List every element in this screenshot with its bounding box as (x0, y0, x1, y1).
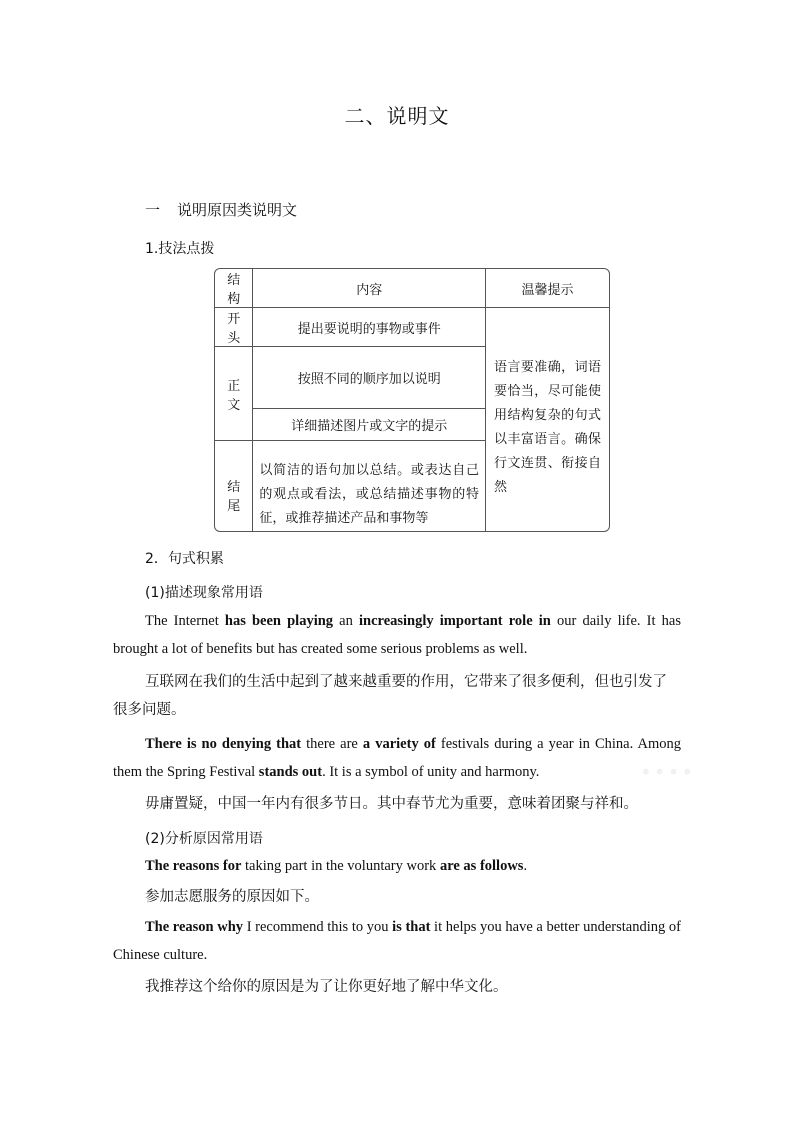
subheading-techniques: 1.技法点拨 (145, 241, 215, 257)
section-heading (145, 199, 297, 220)
subheading-reasons: (2)分析原因常用语 (145, 831, 263, 847)
translation-3: 参加志愿服务的原因如下。 (145, 889, 319, 905)
table-row-label: 结尾 (215, 441, 253, 533)
section-number: 一 (145, 201, 161, 219)
example-sentence-4: The reason why I recommend this to you is that it helps you have a better understanding of Chinese culture. (113, 919, 681, 963)
subheading-phenomenon: (1)描述现象常用语 (145, 585, 263, 601)
table-row-label: 开头 (215, 308, 253, 347)
table-cell-content: 提出要说明的事物或事件 (253, 308, 486, 347)
example-sentence-3: The reasons for taking part in the voluntary work are as follows. (145, 858, 528, 874)
translation-2: 毋庸置疑，中国一年内有很多节日。其中春节尤为重要，意味着团聚与祥和。 (145, 796, 638, 812)
section-title: 说明原因类说明文 (177, 201, 298, 219)
structure-table (214, 268, 610, 532)
translation-4: 我推荐这个给你的原因是为了让你更好地了解中华文化。 (145, 979, 508, 995)
table-row-label: 正文 (215, 347, 253, 441)
watermark: •••• (640, 760, 696, 784)
table-cell-tip: 语言要准确，词语要恰当，尽可能使用结构复杂的句式以丰富语言。确保行文连贯、衔接自然 (486, 308, 609, 533)
translation-1: 互联网在我们的生活中起到了越来越重要的作用，它带来了很多便利，但也引发了很多问题。 (113, 674, 667, 718)
example-sentence-2: There is no denying that there are a variety of festivals during a year in China. Among them the Spring Festival stands out. It is a symbol of unity and harmony. (113, 736, 681, 780)
table-cell-content: 详细描述图片或文字的提示 (253, 409, 486, 441)
table-header-tips: 温馨提示 (486, 269, 609, 308)
page-title: 二、说明文 (344, 104, 450, 128)
table-cell-content: 以简洁的语句加以总结。或表达自己的观点或看法，或总结描述事物的特征，或推荐描述产品和事物等 (253, 441, 486, 533)
subheading-sentences: 2．句式积累 (145, 551, 224, 567)
table-cell-content: 按照不同的顺序加以说明 (253, 347, 486, 409)
table-header-structure: 结构 (215, 269, 253, 308)
table-header-content: 内容 (253, 269, 486, 308)
example-sentence-1: The Internet has been playing an increasingly important role in our daily life. It has brought a lot of benefits but has created some serious problems as well. (113, 613, 681, 657)
